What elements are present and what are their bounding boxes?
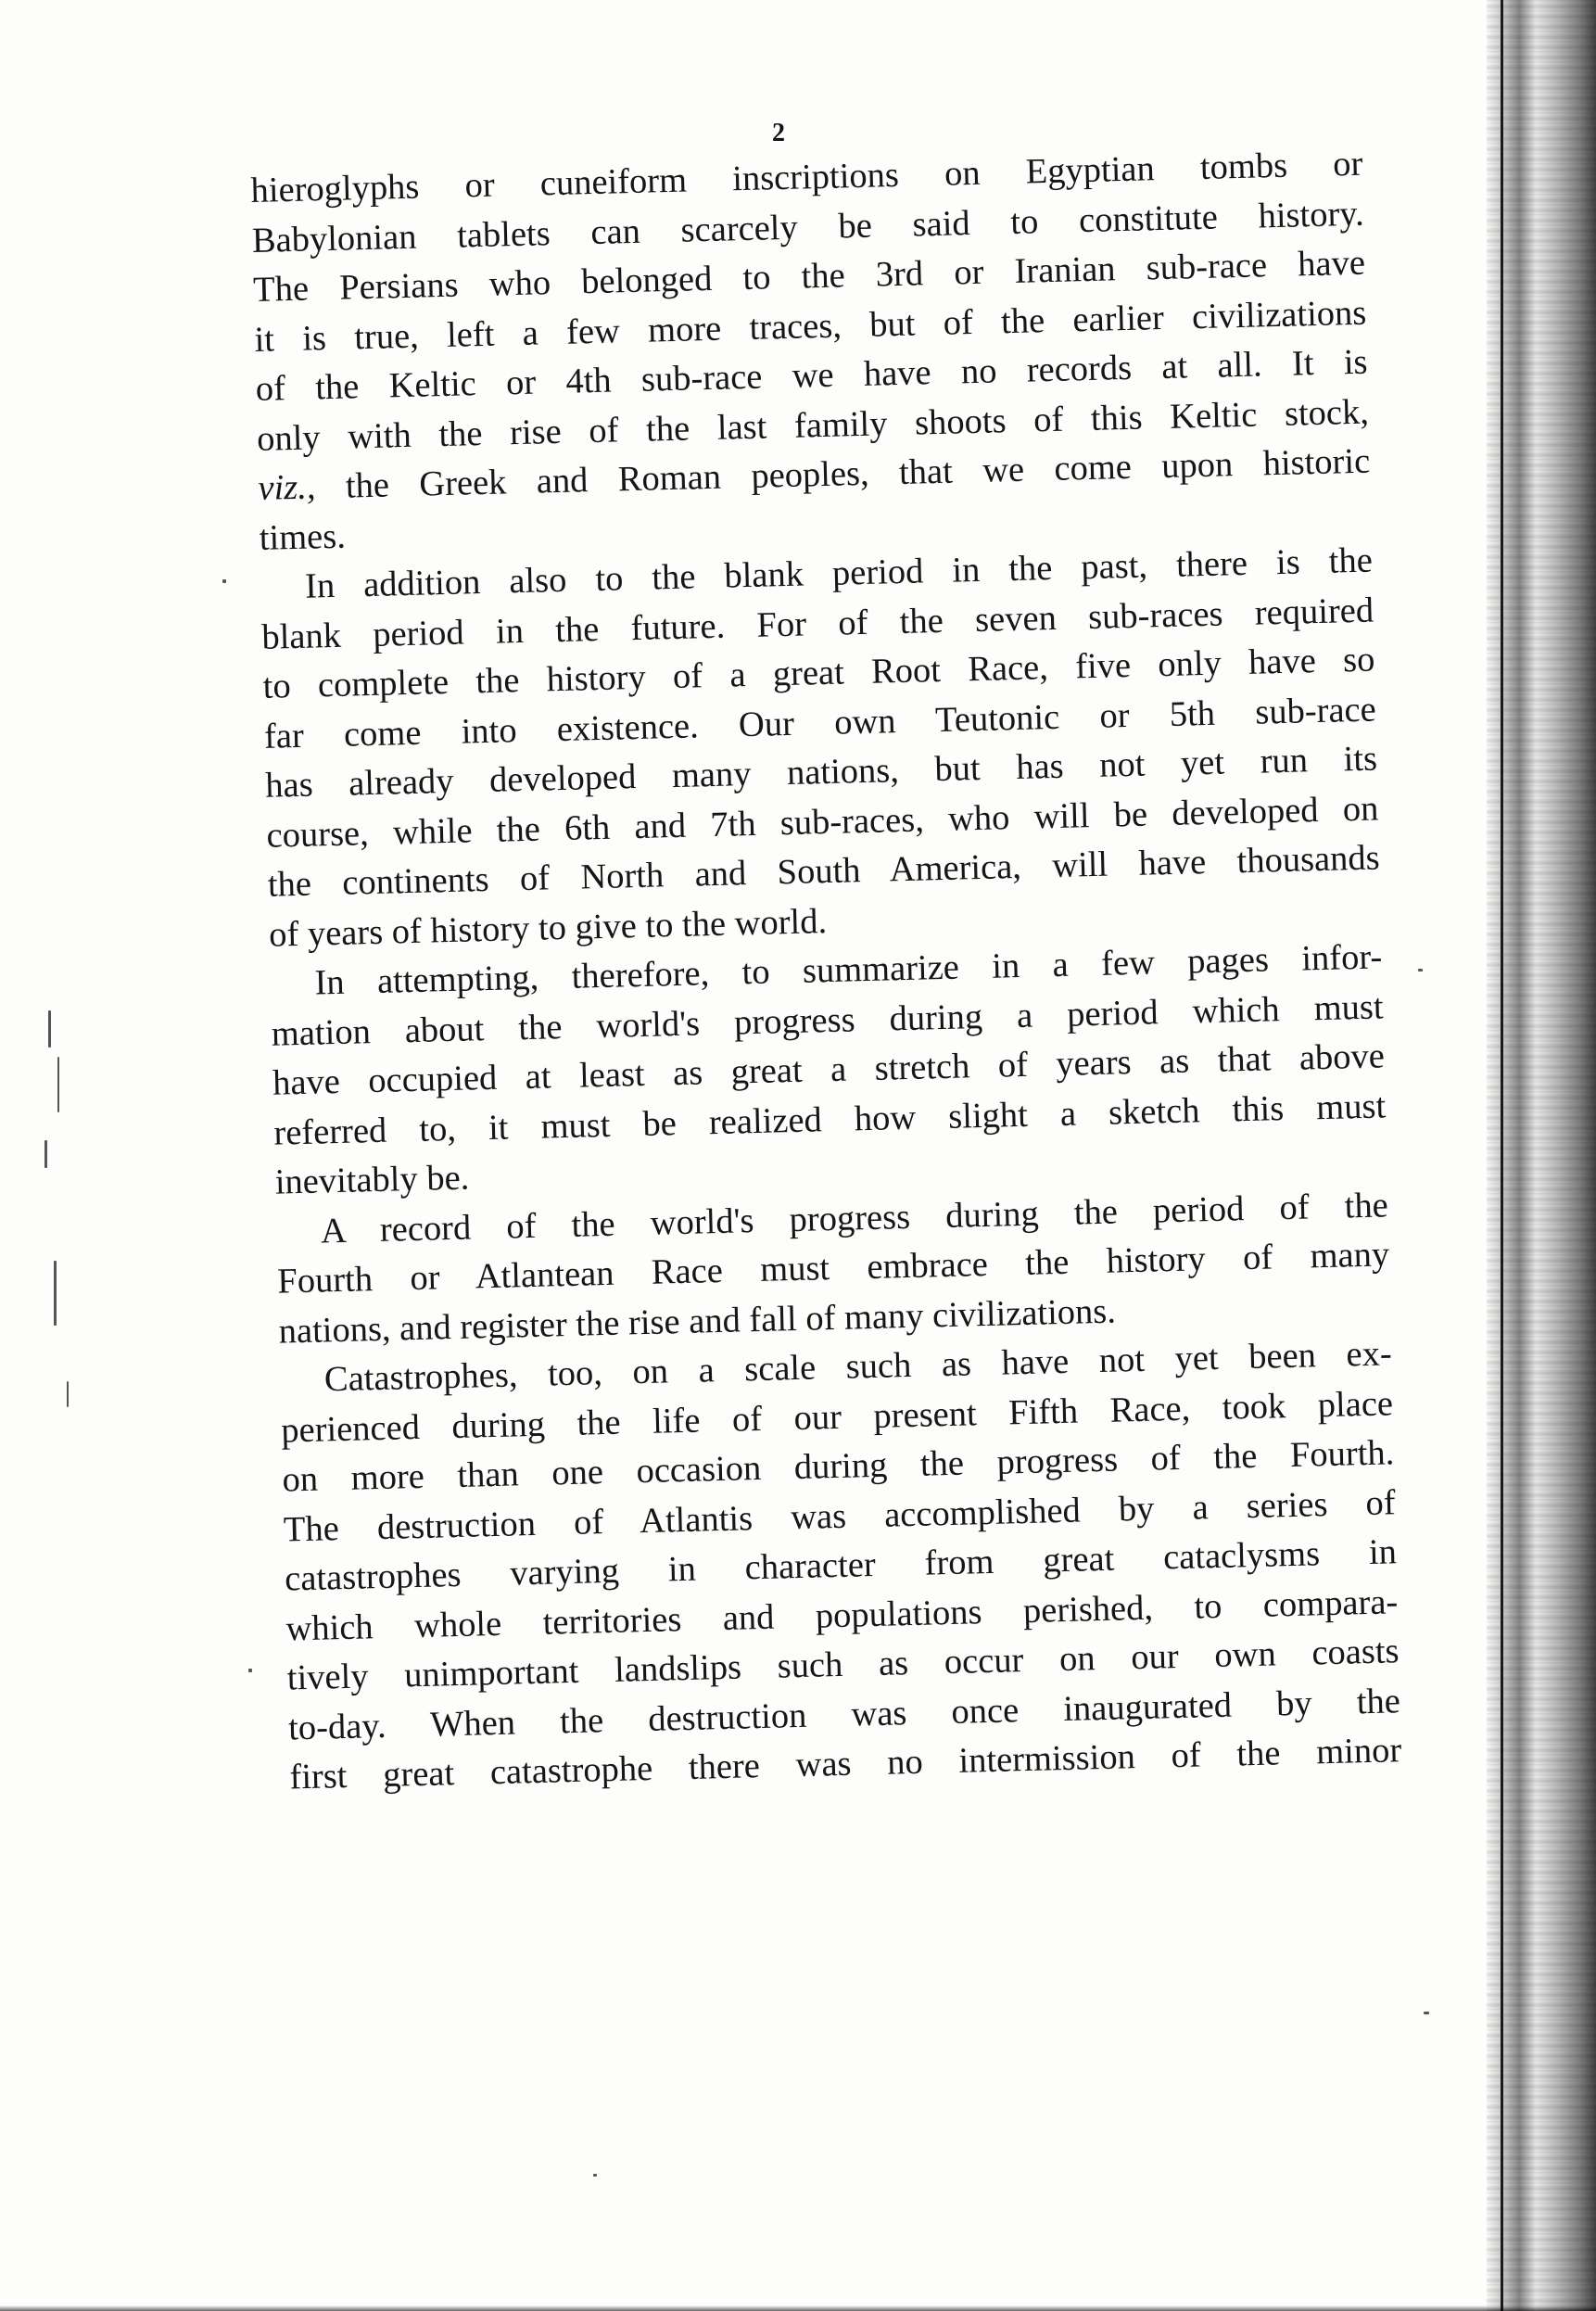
text-line: blank period in the future. For of the seven sub-races required: [260, 590, 1374, 657]
text-line: the continents of North and South America, will have thousands: [267, 838, 1381, 905]
text-line: perienced during the life of our present Fifth Race, took place: [280, 1383, 1394, 1451]
speck: [593, 2174, 597, 2177]
text-line: to complete the history of a great Root Race, five only have so: [262, 640, 1375, 706]
text-line: The destruction of Atlantis was accomplished by a series of: [283, 1482, 1397, 1550]
text-line: have occupied at least as great a stretch of years as that above: [272, 1036, 1386, 1103]
text-line: In addition also to the blank period in the past, there is the: [304, 540, 1374, 606]
text-line: Fourth or Atlantean Race must embrace the history of many: [276, 1235, 1390, 1302]
text-line: course, while the 6th and 7th sub-races, who will be developed on: [266, 788, 1379, 856]
text-line: catastrophes varying in character from great cataclysms in: [284, 1532, 1398, 1599]
text-line: The Persians who belonged to the 3rd or Iranian sub-race have: [252, 243, 1366, 310]
margin-mark: [67, 1381, 69, 1407]
text-line: referred to, it must be realized how slight a sketch this must: [272, 1086, 1387, 1153]
text-line: to-day. When the destruction was once inaugurated by the: [287, 1681, 1401, 1747]
text-line: tively unimportant landslips such as occur on our own coasts: [286, 1632, 1400, 1698]
text-line: In attempting, therefore, to summarize in a few pages infor-: [314, 937, 1383, 1003]
page-edge-line: [1501, 0, 1503, 2311]
text-line: mation about the world's progress during a period which must: [271, 986, 1385, 1054]
text-line: only with the rise of the last family shoots of this Keltic stock,: [256, 392, 1370, 459]
text-line: which whole territories and populations perished, to compara-: [285, 1581, 1399, 1649]
viz-abbreviation: viz.,: [257, 467, 317, 508]
text-line: A record of the world's progress during the period of the: [320, 1185, 1389, 1251]
text-line: inevitably be.: [274, 1158, 470, 1202]
text-line: of years of history to give to the world.: [268, 901, 828, 955]
scan-edge-bottom: [0, 2305, 1596, 2311]
margin-mark: [57, 1057, 59, 1112]
text-line: hieroglyphs or cuneiform inscriptions on Egyptian tombs or: [250, 144, 1363, 210]
speck: [1418, 969, 1423, 971]
text-line: has already developed many nations, but has not yet run its: [264, 739, 1378, 806]
speck: [248, 1669, 252, 1672]
text-line: Catastrophes, too, on a scale such as have not yet been ex-: [323, 1334, 1393, 1400]
text-line: on more than one occasion during the progress of the Fourth.: [282, 1433, 1395, 1500]
text-line-rest: the Greek and Roman peoples, that we come upon historic: [345, 441, 1371, 506]
text-line: times.: [259, 516, 347, 558]
speck: [222, 579, 226, 583]
margin-mark: [44, 1140, 47, 1168]
text-line: of the Keltic or 4th sub-race we have no records at all. It is: [255, 342, 1369, 409]
body-text: [250, 140, 1402, 1803]
margin-mark: [54, 1261, 57, 1326]
text-line: it is true, left a few more traces, but of the earlier civilizations: [254, 293, 1367, 360]
margin-mark: [48, 1010, 51, 1048]
speck: [1424, 2012, 1429, 2014]
text-line: Babylonian tablets can scarcely be said to constitute history.: [251, 194, 1365, 260]
text-line: nations, and register the rise and fall of many civilizations.: [278, 1291, 1117, 1352]
text-line: first great catastrophe there was no intermission of the minor: [288, 1731, 1402, 1797]
text-line: far come into existence. Our own Teutonic or 5th sub-race: [263, 690, 1377, 756]
page-number: 2: [772, 119, 785, 147]
